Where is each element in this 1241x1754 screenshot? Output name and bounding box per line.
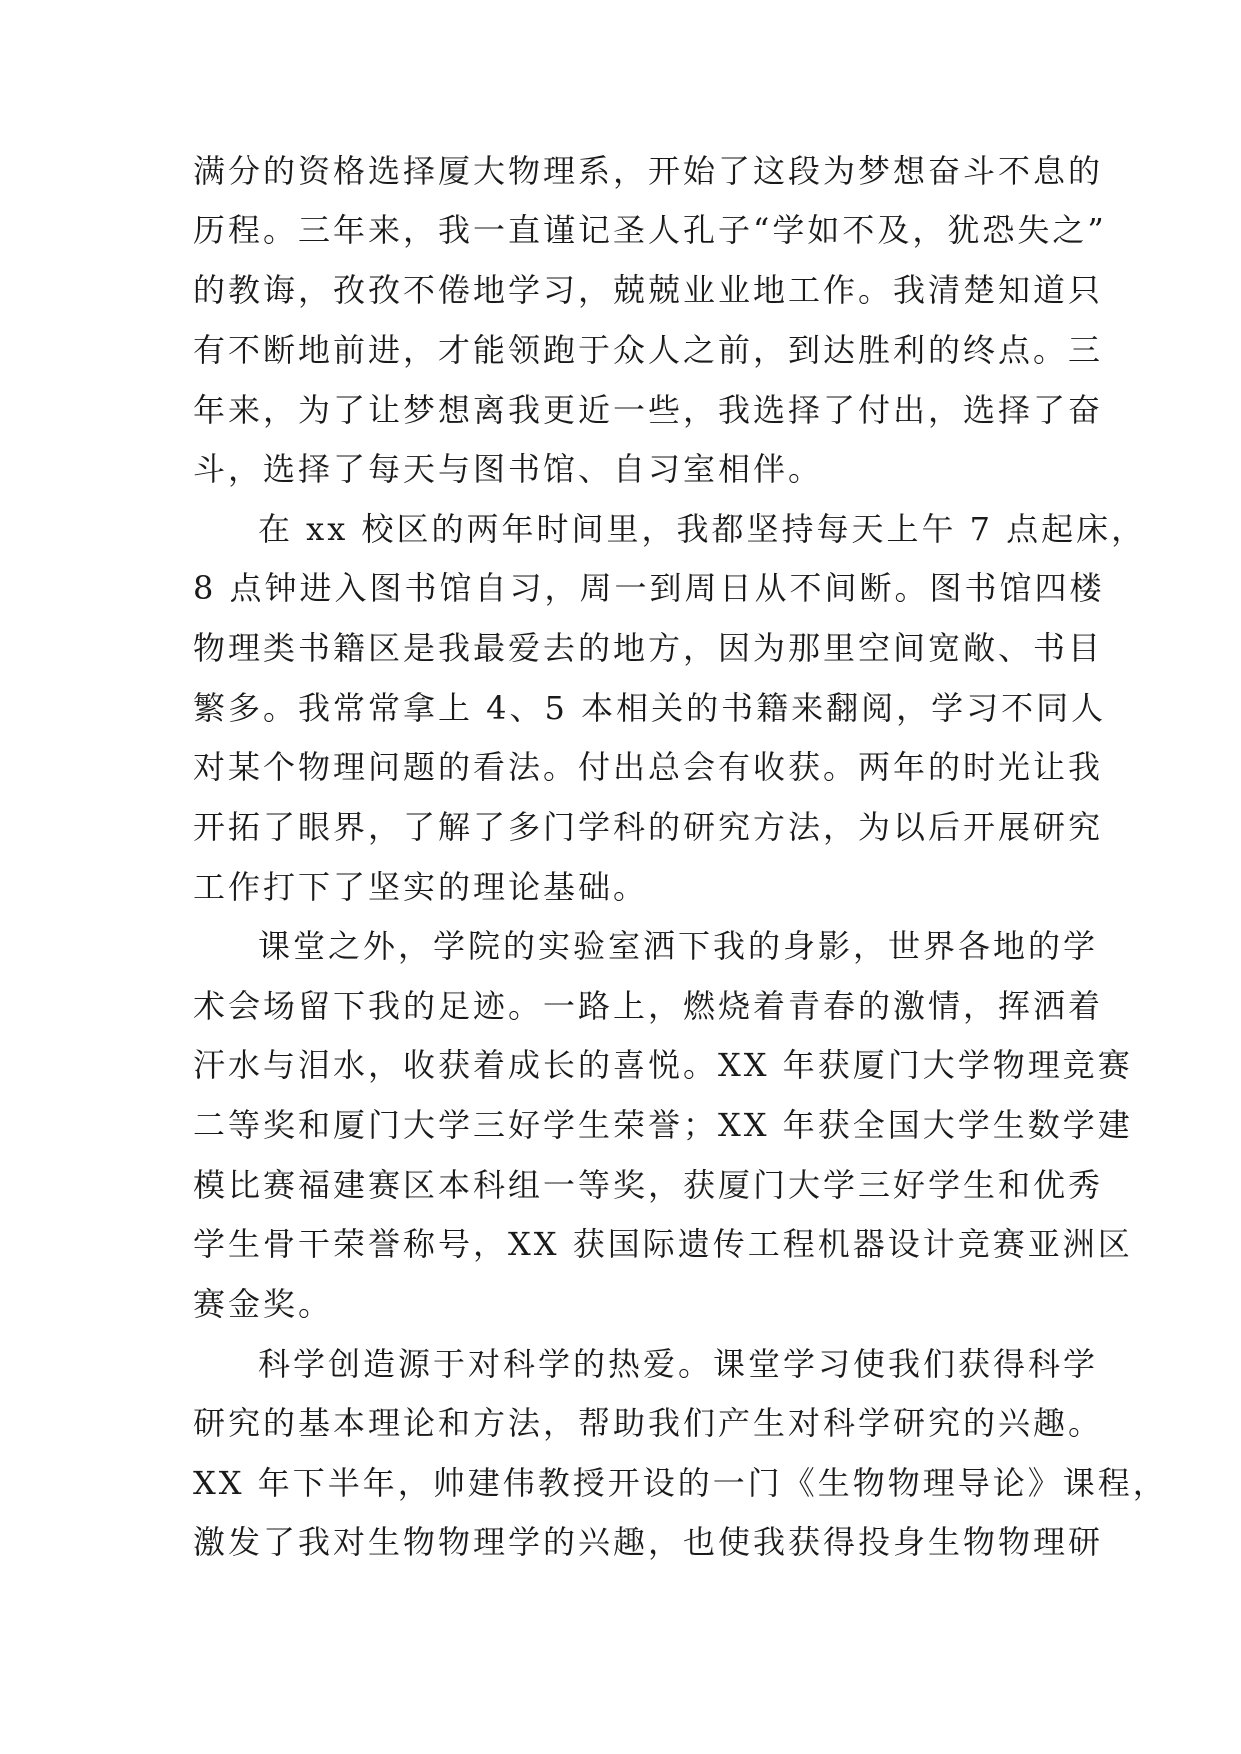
text-line: 物理类书籍区是我最爱去的地方，因为那里空间宽敞、书目 <box>193 629 1104 667</box>
text-line: XX 年下半年，帅建伟教授开设的一门《生物物理导论》课程， <box>193 1464 1168 1502</box>
text-line: 斗，选择了每天与图书馆、自习室相伴。 <box>193 450 824 488</box>
text-line: 对某个物理问题的看法。付出总会有收获。两年的时光让我 <box>193 748 1104 786</box>
text-line: 赛金奖。 <box>193 1285 334 1323</box>
text-line: 术会场留下我的足迹。一路上，燃烧着青春的激情，挥洒着 <box>193 987 1104 1025</box>
text-line: 历程。三年来，我一直谨记圣人孔子“学如不及，犹恐失之” <box>193 211 1107 249</box>
paragraph-start-line: 在 xx 校区的两年时间里，我都坚持每天上午 7 点起床， <box>258 510 1147 548</box>
text-line: 满分的资格选择厦大物理系，开始了这段为梦想奋斗不息的 <box>193 152 1104 190</box>
text-line: 激发了我对生物物理学的兴趣，也使我获得投身生物物理研 <box>193 1523 1104 1561</box>
text-line: 学生骨干荣誉称号，XX 获国际遗传工程机器设计竞赛亚洲区 <box>193 1225 1133 1263</box>
paragraph-start-line: 课堂之外，学院的实验室洒下我的身影，世界各地的学 <box>258 927 1099 965</box>
text-line: 年来，为了让梦想离我更近一些，我选择了付出，选择了奋 <box>193 391 1104 429</box>
text-line: 工作打下了坚实的理论基础。 <box>193 868 649 906</box>
text-line: 二等奖和厦门大学三好学生荣誉；XX 年获全国大学生数学建 <box>193 1106 1133 1144</box>
text-line: 模比赛福建赛区本科组一等奖，获厦门大学三好学生和优秀 <box>193 1166 1104 1204</box>
text-line: 有不断地前进，才能领跑于众人之前，到达胜利的终点。三 <box>193 331 1104 369</box>
text-line: 8 点钟进入图书馆自习，周一到周日从不间断。图书馆四楼 <box>193 569 1105 607</box>
text-line: 汗水与泪水，收获着成长的喜悦。XX 年获厦门大学物理竞赛 <box>193 1046 1133 1084</box>
text-line: 繁多。我常常拿上 4、5 本相关的书籍来翻阅，学习不同人 <box>193 689 1107 727</box>
text-line: 开拓了眼界，了解了多门学科的研究方法，为以后开展研究 <box>193 808 1104 846</box>
text-line: 研究的基本理论和方法，帮助我们产生对科学研究的兴趣。 <box>193 1404 1104 1442</box>
text-line: 的教诲，孜孜不倦地学习，兢兢业业地工作。我清楚知道只 <box>193 271 1104 309</box>
paragraph-start-line: 科学创造源于对科学的热爱。课堂学习使我们获得科学 <box>258 1345 1099 1383</box>
